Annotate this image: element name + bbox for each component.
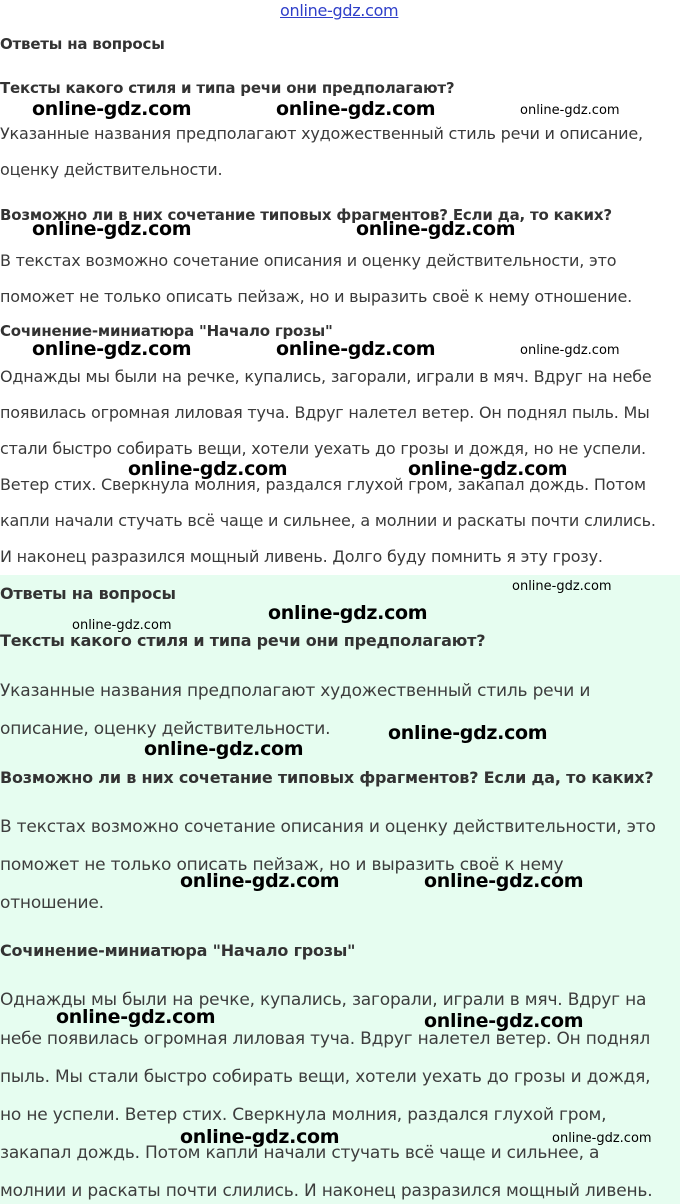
- block1-answer-2-line: поможет не только описать пейзаж, но и выразить своё к нему отношение.: [0, 287, 633, 306]
- block2-essay-line: Однажды мы были на речке, купались, загорали, играли в мяч. Вдруг на: [0, 990, 647, 1010]
- block2-essay-line: пыль. Мы стали быстро собирать вещи, хотели уехать до грозы и дождя,: [0, 1067, 651, 1087]
- watermark-text: online-gdz.com: [552, 1131, 652, 1146]
- watermark-text: online-gdz.com: [276, 338, 436, 360]
- watermark-text: online-gdz.com: [424, 1010, 584, 1032]
- watermark-text: online-gdz.com: [408, 458, 568, 480]
- block1-essay-line: стали быстро собирать вещи, хотели уехать до грозы и дождя, но не успели.: [0, 439, 646, 458]
- block2-essay-line: закапал дождь. Потом капли начали стучать всё чаще и сильнее, а: [0, 1143, 600, 1163]
- watermark-text: online-gdz.com: [56, 1006, 216, 1028]
- block2-answer-2-line: В текстах возможно сочетание описания и оценку действительности, это: [0, 817, 656, 837]
- watermark-text: online-gdz.com: [72, 618, 172, 633]
- watermark-text: online-gdz.com: [388, 722, 548, 744]
- top-watermark-link[interactable]: online-gdz.com: [280, 1, 399, 20]
- block2-essay-line: но не успели. Ветер стих. Сверкнула молния, раздался глухой гром,: [0, 1105, 607, 1125]
- block1-answer-1-line: Указанные названия предполагают художественный стиль речи и описание,: [0, 124, 643, 143]
- block2-question-2: Возможно ли в них сочетание типовых фрагментов? Если да, то каких?: [0, 768, 654, 787]
- watermark-text: online-gdz.com: [180, 1126, 340, 1148]
- watermark-text: online-gdz.com: [268, 602, 428, 624]
- watermark-text: online-gdz.com: [128, 458, 288, 480]
- watermark-text: online-gdz.com: [32, 338, 192, 360]
- block2-answer-2-line: поможет не только описать пейзаж, но и выразить своё к нему: [0, 855, 564, 875]
- watermark-text: online-gdz.com: [520, 103, 620, 118]
- block2-question-1: Тексты какого стиля и типа речи они предполагают?: [0, 631, 486, 650]
- watermark-text: online-gdz.com: [424, 870, 584, 892]
- block1-answer-1-line: оценку действительности.: [0, 160, 223, 179]
- block2-essay-line: небе появилась огромная лиловая туча. Вдруг налетел ветер. Он поднял: [0, 1029, 651, 1049]
- block1-essay-line: И наконец разразился мощный ливень. Долго буду помнить я эту грозу.: [0, 547, 603, 566]
- block2-essay-line: молнии и раскаты почти слились. И наконец разразился мощный ливень.: [0, 1181, 653, 1201]
- watermark-text: online-gdz.com: [520, 343, 620, 358]
- block1-answer-2-line: В текстах возможно сочетание описания и оценку действительности, это: [0, 251, 617, 270]
- block2-answer-1-line: описание, оценку действительности.: [0, 719, 331, 739]
- watermark-text: online-gdz.com: [512, 579, 612, 594]
- block1-question-1: Тексты какого стиля и типа речи они предполагают?: [0, 79, 455, 97]
- block1-essay-title: Сочинение-миниатюра "Начало грозы": [0, 322, 333, 340]
- watermark-text: online-gdz.com: [32, 218, 192, 240]
- block1-title: Ответы на вопросы: [0, 35, 165, 53]
- watermark-text: online-gdz.com: [356, 218, 516, 240]
- block1-essay-line: Ветер стих. Сверкнула молния, раздался глухой гром, закапал дождь. Потом: [0, 475, 646, 494]
- block2-title: Ответы на вопросы: [0, 584, 176, 603]
- block1-essay-line: капли начали стучать всё чаще и сильнее, а молнии и раскаты почти слились.: [0, 511, 656, 530]
- block2-essay-title: Сочинение-миниатюра "Начало грозы": [0, 941, 356, 960]
- block1-essay-line: Однажды мы были на речке, купались, загорали, играли в мяч. Вдруг на небе: [0, 367, 652, 386]
- block2-answer-1-line: Указанные названия предполагают художественный стиль речи и: [0, 681, 591, 701]
- watermark-text: online-gdz.com: [144, 738, 304, 760]
- block1-question-2: Возможно ли в них сочетание типовых фрагментов? Если да, то каких?: [0, 206, 612, 224]
- watermark-text: online-gdz.com: [276, 98, 436, 120]
- block2-answer-2-line: отношение.: [0, 893, 104, 913]
- watermark-text: online-gdz.com: [32, 98, 192, 120]
- watermark-text: online-gdz.com: [180, 870, 340, 892]
- block1-essay-line: появилась огромная лиловая туча. Вдруг налетел ветер. Он поднял пыль. Мы: [0, 403, 650, 422]
